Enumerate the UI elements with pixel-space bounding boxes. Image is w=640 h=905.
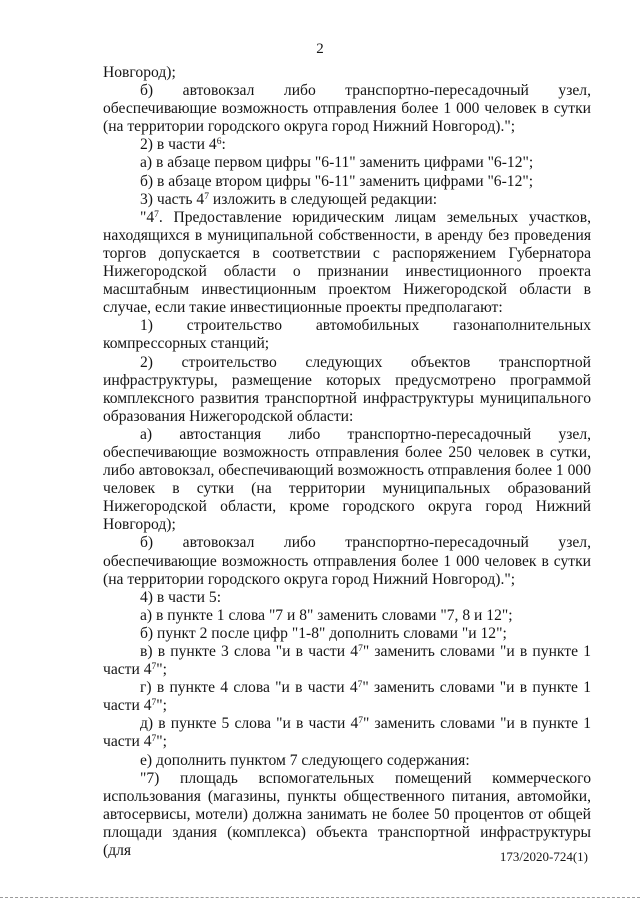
superscript: 6 — [216, 137, 222, 148]
text-run: б) автовокзал либо транспортно-пересадочный узел, обеспечивающие возможность отправления более 1 000 человек в сутки (на территории городского округа город Нижний Новгород)."; — [103, 534, 591, 588]
text-run: б) автовокзал либо транспортно-пересадочный узел, обеспечивающие возможность отправления более 1 000 человек в сутки (на территории городского округа город Нижний Новгород)."; — [103, 82, 591, 136]
paragraph — [103, 643, 591, 679]
superscript: 7 — [204, 191, 209, 202]
paragraph — [103, 64, 591, 82]
page-number: 2 — [316, 41, 324, 57]
text-run: в) в пункте 3 слова "и в части 4 — [140, 643, 359, 660]
text-run: Новгород); — [103, 64, 176, 81]
paragraph — [103, 154, 591, 172]
paragraph — [103, 173, 591, 191]
text-run: 3) часть 4 — [140, 190, 205, 208]
text-run: "; — [156, 661, 167, 679]
paragraph — [103, 770, 591, 860]
paragraph — [103, 317, 591, 353]
text-run: "7) площадь вспомогательных помещений коммерческого использования (магазины, пункты общественного питания, автомойки, автосервисы, мотели) должна занимать не более 50 процентов от общей площади здания (комплекса) объекта транспортной инфраструктуры (для — [103, 769, 591, 860]
paragraph — [103, 679, 591, 715]
paragraph — [103, 534, 591, 588]
superscript: 7 — [151, 698, 157, 709]
paragraph — [103, 354, 591, 426]
paragraph — [103, 607, 591, 625]
text-run: г) в пункте 4 слова "и в части 4 — [140, 679, 358, 697]
paragraph — [103, 715, 591, 751]
paragraph — [103, 136, 591, 154]
superscript: 7 — [358, 644, 363, 654]
text-run: 2) строительство следующих объектов транспортной инфраструктуры, размещение которых предусмотрено программой комплексного развития транспортной инфраструктуры муниципального образования Нижегородской области: — [103, 353, 591, 425]
paragraph — [103, 82, 591, 136]
text-run: : — [221, 136, 226, 154]
text-run: "4 — [140, 208, 155, 226]
superscript: 7 — [151, 734, 157, 745]
scan-edge-rule — [0, 897, 640, 899]
text-run: д) в пункте 5 слова "и в части 4 — [140, 715, 359, 733]
paragraph — [103, 625, 591, 643]
text-run: а) в абзаце первом цифры "6-11" заменить цифрами "6-12"; — [140, 154, 534, 172]
paragraph — [103, 589, 591, 607]
text-run: . Предоставление юридическим лицам земельных участков, находящихся в муниципальной собственности, в аренду без проведения торгов допускается в соответствии с распоряжением Губернатора Нижегородской области о признании инвестиционного проекта масштабным инвестиционным проектом Нижегородской области в случае, если такие инвестиционные проекты предполагают: — [103, 208, 591, 317]
text-run: " заменить словами "и в пункте 1 части 4 — [103, 715, 591, 751]
superscript: 7 — [154, 209, 159, 220]
text-run: "; — [156, 697, 167, 715]
text-run: е) дополнить пунктом 7 следующего содержания: — [140, 751, 470, 769]
paragraph — [103, 426, 591, 535]
text-run: б) пункт 2 после цифр "1-8" дополнить словами "и 12"; — [140, 624, 507, 642]
text-run: 4) в части 5: — [140, 588, 222, 606]
superscript: 7 — [151, 662, 157, 673]
superscript: 7 — [358, 716, 364, 727]
paragraph — [103, 209, 591, 318]
document-code: 173/2020-724(1) — [499, 849, 588, 864]
text-run: а) в пункте 1 слова "7 и 8" заменить словами "7, 8 и 12"; — [140, 606, 513, 624]
document-body — [103, 64, 591, 860]
superscript: 7 — [357, 680, 363, 691]
text-run: " заменить словами "и в пункте 1 части 4 — [103, 679, 591, 715]
text-run: изложить в следующей редакции: — [208, 190, 438, 208]
text-run: 1) строительство автомобильных газонаполнительных компрессорных станций; — [103, 317, 591, 353]
paragraph — [103, 752, 591, 770]
text-run: "; — [156, 733, 167, 751]
paragraph — [103, 191, 591, 209]
text-run: 2) в части 4 — [140, 136, 217, 154]
text-run: а) автостанция либо транспортно-пересадочный узел, обеспечивающие возможность отправления более 250 человек в сутки, либо автовокзал, обеспечивающий возможность отправления более 1 000 человек в сутки (на территории муниципальных образований Нижегородской области, кроме городского округа город Нижний Новгород); — [103, 425, 591, 534]
text-run: б) в абзаце втором цифры "6-11" заменить цифрами "6-12"; — [140, 172, 534, 190]
text-run: " заменить словами "и в пункте 1 части 4 — [103, 643, 592, 679]
